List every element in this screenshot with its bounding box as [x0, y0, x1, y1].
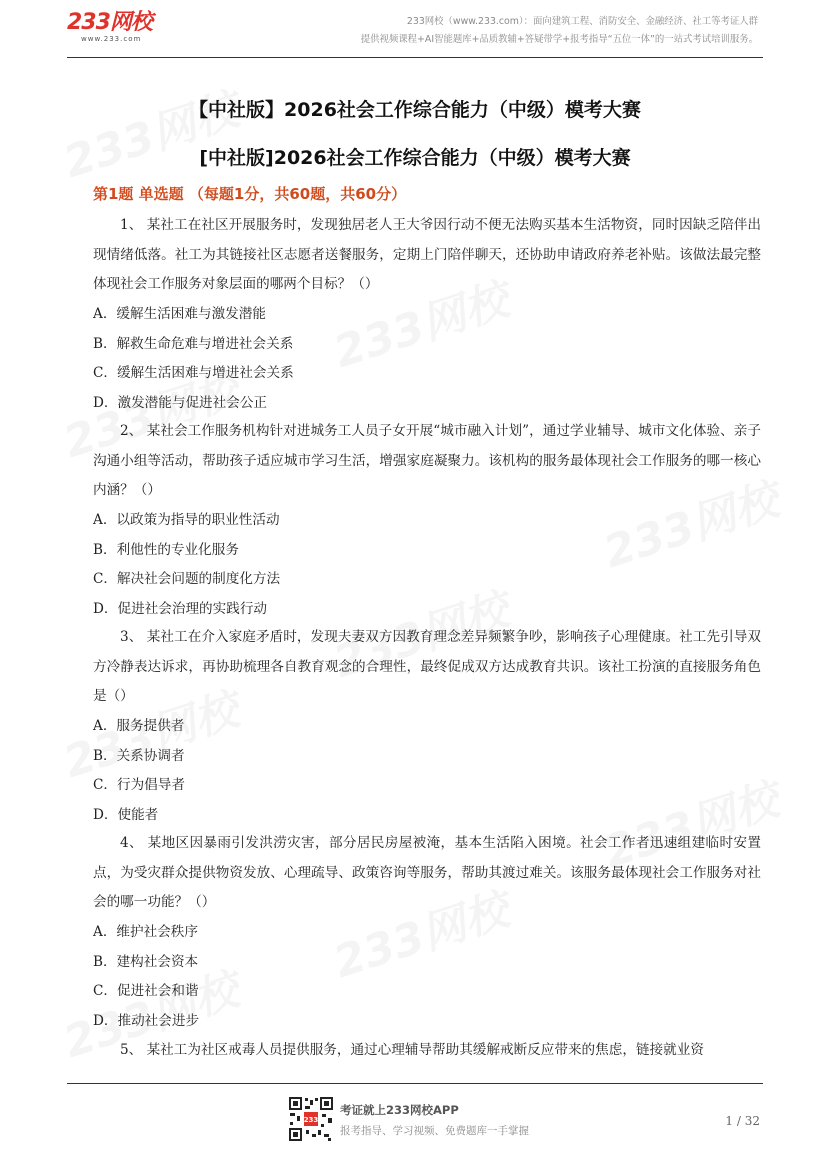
question-option: C．促进社会和谐 [93, 983, 199, 999]
section-header: 第1题 单选题 （每题1分，共60题，共60分） [93, 185, 407, 203]
document-subtitle: [中社版]2026社会工作综合能力（中级）模考大赛 [199, 147, 631, 169]
question-option: B．关系协调者 [93, 748, 185, 764]
footer-slogan: 考证就上233网校APP [340, 1103, 459, 1117]
question-stem: 3、 某社工在介入家庭矛盾时，发现夫妻双方因教育理念差异频繁争吵，影响孩子心理健康。社工先引导双方冷静表达诉求，再协助梳理各自教育观念的合理性，最终促成双方达成教育共识。该社工扮演的直接服务角色是（） [93, 629, 761, 704]
logo-brand: 233网校 [67, 10, 152, 35]
question-option: B．解救生命危难与增进社会关系 [93, 336, 294, 352]
footer-tagline: 报考指导、学习视频、免费题库一手掌握 [340, 1125, 529, 1137]
question-option: A．缓解生活困难与激发潜能 [93, 306, 266, 322]
question-option: A．服务提供者 [93, 718, 185, 734]
question-stem: 5、 某社工为社区戒毒人员提供服务，通过心理辅导帮助其缓解戒断反应带来的焦虑，链接就业资 [120, 1042, 704, 1058]
question-option: B．建构社会资本 [93, 954, 199, 970]
question-stem: 2、 某社会工作服务机构针对进城务工人员子女开展“城市融入计划”，通过学业辅导、城市文化体验、亲子沟通小组等活动，帮助孩子适应城市学习生活，增强家庭凝聚力。该机构的服务最体现社会工作服务的哪一核心内涵？（） [93, 423, 761, 498]
header-divider [67, 57, 763, 58]
question-option: C．行为倡导者 [93, 777, 185, 793]
logo [67, 11, 152, 44]
question-option: D．推动社会进步 [93, 1013, 200, 1029]
header-line-1: 233网校（www.233.com）：面向建筑工程、消防安全、金融经济、社工等考证人群 [406, 16, 758, 27]
header-line-2: 提供视频课程+AI智能题库+品质教辅+答疑带学+报考指导“五位一体”的一站式考试培训服务。 [360, 34, 758, 45]
logo-url: www.233.com [81, 35, 142, 43]
question-stem: 1、 某社工在社区开展服务时，发现独居老人王大爷因行动不便无法购买基本生活物资，同时因缺乏陪伴出现情绪低落。社工为其链接社区志愿者送餐服务，定期上门陪伴聊天，还协助申请政府养老补贴。该做法最完整体现社会工作服务对象层面的哪两个目标？（） [93, 217, 761, 292]
question-option: D．使能者 [93, 807, 159, 823]
question-stem: 4、 某地区因暴雨引发洪涝灾害，部分居民房屋被淹，基本生活陷入困境。社会工作者迅速组建临时安置点，为受灾群众提供物资发放、心理疏导、政策咨询等服务，帮助其渡过难关。该服务最体现社会工作服务对社会的哪一功能？（） [93, 835, 761, 910]
qr-code-icon [288, 1096, 334, 1142]
header-description [361, 13, 758, 49]
question-option: D．促进社会治理的实践行动 [93, 601, 268, 617]
watermark [55, 74, 246, 190]
page-header [0, 0, 830, 60]
svg-text:233: 233 [303, 1116, 319, 1124]
question-option: C．解决社会问题的制度化方法 [93, 571, 281, 587]
document-title: 【中社版】2026社会工作综合能力（中级）模考大赛 [189, 99, 641, 121]
question-option: D．激发潜能与促进社会公正 [93, 395, 268, 411]
footer-divider [67, 1083, 763, 1084]
question-option: A．维护社会秩序 [93, 924, 198, 940]
question-option: C．缓解生活困难与增进社会关系 [93, 365, 294, 381]
page-number: 1 / 32 [725, 1114, 760, 1128]
question-option: A．以政策为指导的职业性活动 [93, 512, 280, 528]
question-option: B．利他性的专业化服务 [93, 542, 239, 558]
